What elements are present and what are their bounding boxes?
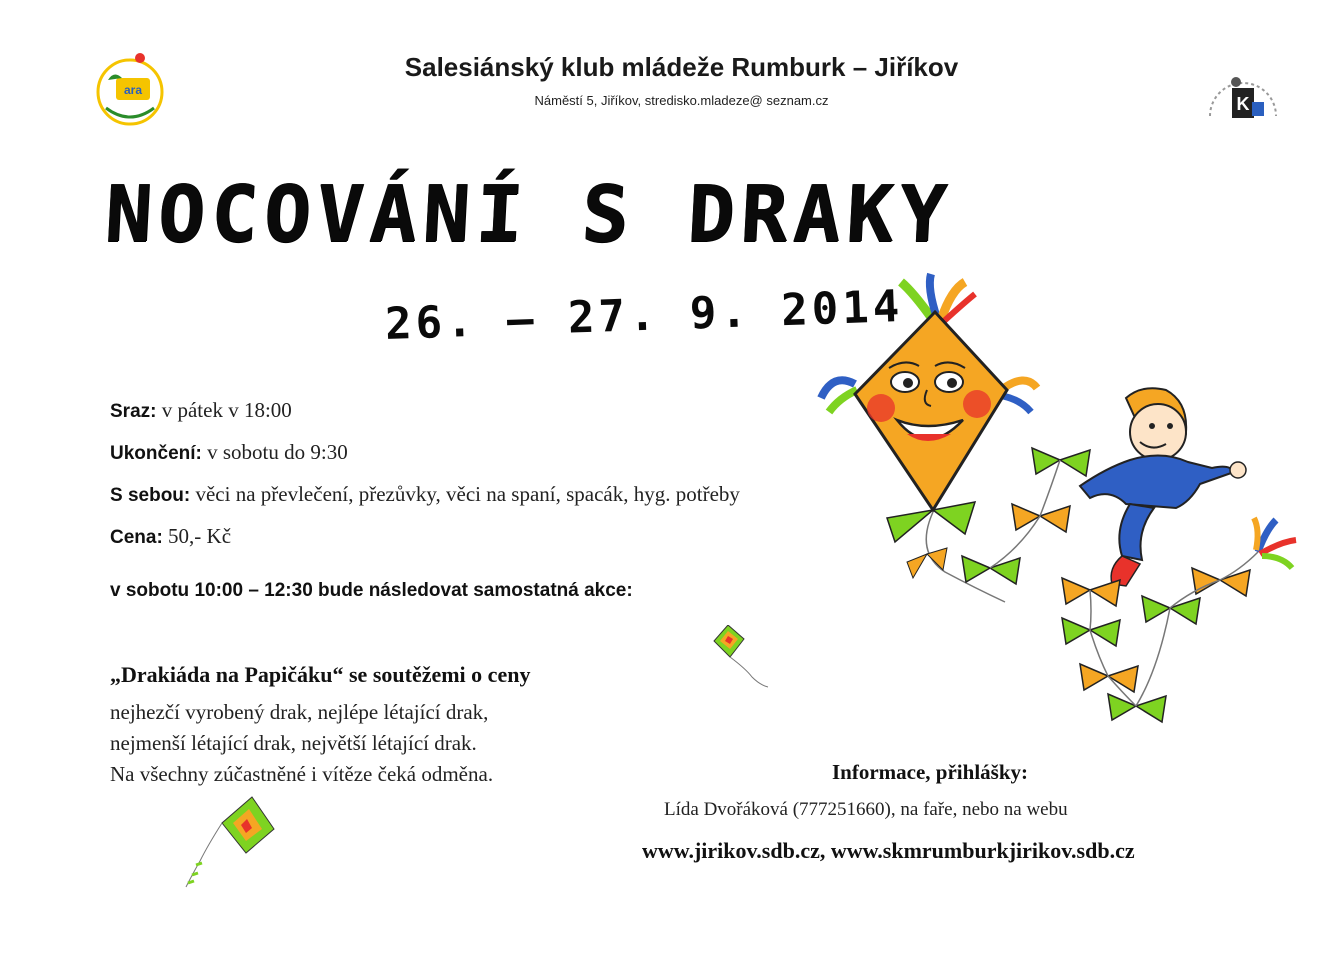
contest-description xyxy=(110,697,493,790)
contest-line: nejhezčí vyrobený drak, nejlépe létající drak, xyxy=(110,700,489,724)
small-kite-icon xyxy=(712,625,772,690)
detail-bring xyxy=(110,474,740,516)
detail-value: věci na převlečení, přezůvky, věci na spaní, spacák, hyg. potřeby xyxy=(195,482,740,506)
info-websites[interactable]: www.jirikov.sdb.cz, www.skmrumburkjirikov.sdb.cz xyxy=(642,838,1135,863)
small-kite-icon xyxy=(182,795,282,895)
detail-label: Cena: xyxy=(110,527,163,548)
organization-title: Salesiánský klub mládeže Rumburk – Jiříkov xyxy=(404,52,959,82)
detail-value: v pátek v 18:00 xyxy=(161,398,292,422)
saturday-note: v sobotu 10:00 – 12:30 bude následovat samostatná akce: xyxy=(110,580,633,601)
detail-price xyxy=(110,516,740,558)
detail-value: 50,- Kč xyxy=(168,524,232,548)
info-contact: Lída Dvořáková (777251660), na faře, nebo na webu xyxy=(664,799,1068,820)
detail-label: S sebou: xyxy=(110,485,191,506)
detail-label: Ukončení: xyxy=(110,443,202,464)
boy-illustration xyxy=(930,380,1310,740)
organization-address: Náměstí 5, Jiříkov, stredisko.mladeze@ seznam.cz xyxy=(534,93,829,108)
event-title: NOCOVÁNÍ S DRAKY xyxy=(102,170,955,260)
detail-end xyxy=(110,432,740,474)
detail-meeting xyxy=(110,390,740,432)
contest-line: Na všechny zúčastněné i vítěze čeká odměna. xyxy=(110,762,494,786)
detail-value: v sobotu do 9:30 xyxy=(207,440,348,464)
event-date: 26. – 27. 9. 2014 xyxy=(384,280,905,351)
contest-heading: „Drakiáda na Papičáku“ se soutěžemi o ceny xyxy=(110,662,531,687)
detail-label: Sraz: xyxy=(110,401,157,422)
contest-line: nejmenší létající drak, největší létající drak. xyxy=(110,731,477,755)
right-logo-icon xyxy=(1200,72,1286,136)
svg-text:K: K xyxy=(1236,94,1250,114)
svg-text:ara: ara xyxy=(123,83,143,97)
info-heading: Informace, přihlášky: xyxy=(832,760,1028,784)
event-details xyxy=(110,390,740,558)
